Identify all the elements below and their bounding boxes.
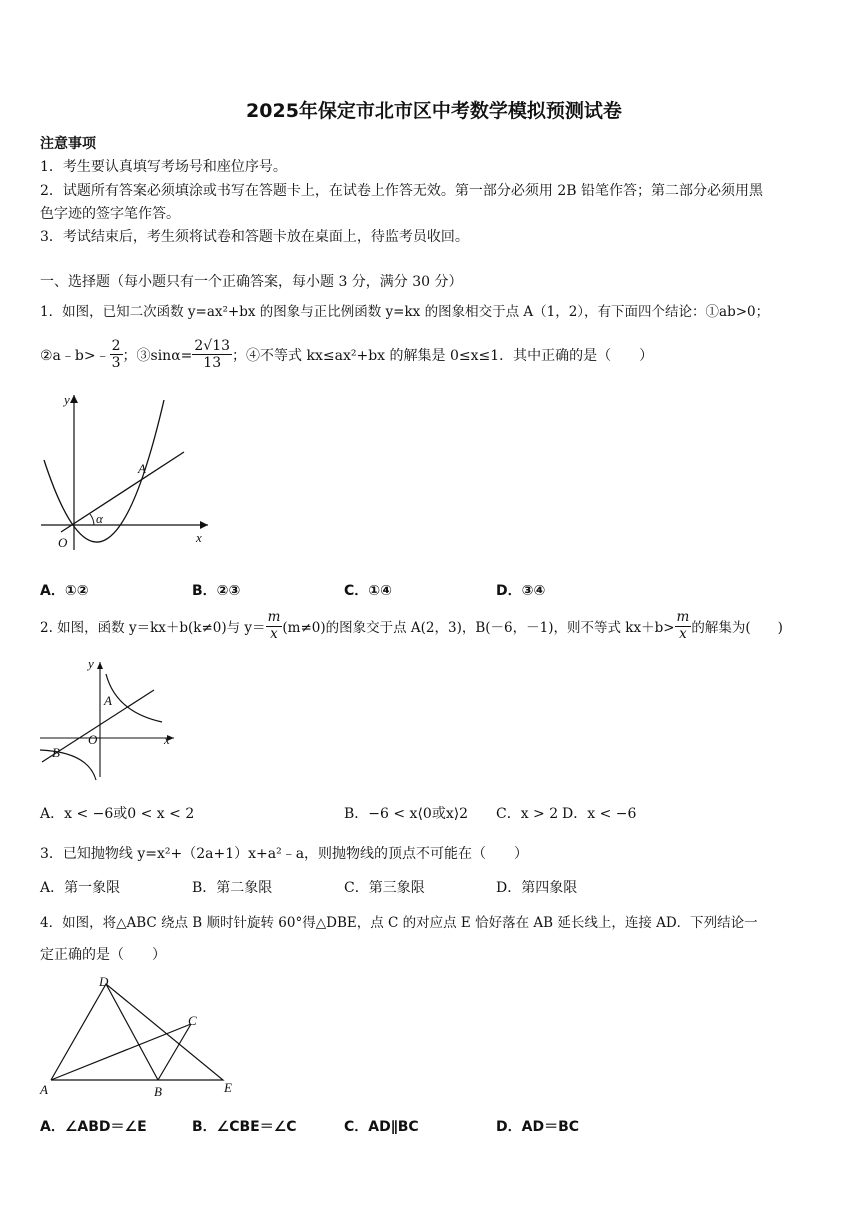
segment-ac (51, 1024, 191, 1080)
note-item: 1．考生要认真填写考场号和座位序号。 (40, 159, 287, 175)
fraction-num: 2 (111, 338, 121, 354)
parabola (44, 400, 164, 542)
q1-text: ；④不等式 kx≤ax²+bx 的解集是 0≤x≤1．其中正确的是（ ） (232, 347, 654, 364)
alpha-label: α (96, 511, 103, 526)
q2-option-a[interactable]: A．x < −6或0 < x < 2 (40, 806, 195, 822)
origin-label: O (58, 535, 68, 550)
fraction-den: 3 (111, 355, 121, 372)
fraction-num: 2√13 (194, 338, 231, 354)
point-c-label: C (188, 1013, 197, 1028)
q2-text: 的解集为( ) (691, 620, 783, 637)
q4-option-d[interactable]: D．AD＝BC (496, 1119, 580, 1135)
q2-text: 2. 如图，函数 y＝kx＋b(k≠0)与 y＝ (40, 620, 266, 637)
q2-option-b[interactable]: B．−6 < x⟨0或x⟩2 (344, 806, 469, 822)
q2-stem (40, 610, 783, 642)
point-e-label: E (224, 1080, 232, 1095)
section-heading: 一、选择题（每小题只有一个正确答案，每小题 3 分，满分 30 分） (40, 274, 463, 290)
note-item: 3．考试结束后，考生须将试卷和答题卡放在桌面上，待监考员收回。 (40, 229, 469, 245)
q4-option-c[interactable]: C．AD∥BC (344, 1119, 419, 1135)
fraction (266, 610, 283, 642)
q1-option-d[interactable]: D．③④ (496, 583, 546, 599)
segment-bc (158, 1024, 191, 1080)
fraction-den: x (270, 625, 278, 642)
y-label: y (88, 656, 94, 671)
q1-option-a[interactable]: A．①② (40, 583, 89, 599)
q3-option-a[interactable]: A．第一象限 (40, 880, 121, 896)
y-axis-arrow (97, 662, 103, 669)
q4-figure (36, 972, 246, 1100)
x-label: x (164, 732, 170, 747)
q2-option-c[interactable]: C．x > 2 (496, 806, 559, 822)
triangle-dae (51, 984, 223, 1080)
notes-heading: 注意事项 (40, 136, 96, 152)
q3-option-b[interactable]: B．第二象限 (192, 880, 273, 896)
origin-label: O (88, 732, 98, 747)
point-b-label: B (52, 745, 60, 760)
segment-db (106, 984, 158, 1080)
q1-option-b[interactable]: B．②③ (192, 583, 241, 599)
y-axis-arrow (70, 395, 78, 403)
q2-option-d[interactable]: D．x < −6 (562, 806, 637, 822)
q3-stem: 3．已知抛物线 y=x²+（2a+1）x+a²﹣a，则抛物线的顶点不可能在（ ） (40, 846, 529, 862)
fraction (192, 338, 232, 371)
q4-stem: 4．如图，将△ABC 绕点 B 顺时针旋转 60°得△DBE，点 C 的对应点 E 恰好落在 AB 延长线上，连接 AD．下列结论一 (40, 915, 758, 931)
q1-stem: 1．如图，已知二次函数 y=ax²+bx 的图象与正比例函数 y=kx 的图象相交于点 A（1，2），有下面四个结论：①ab>0； (40, 304, 770, 320)
x-axis-arrow (200, 521, 208, 529)
fraction-den: x (679, 625, 687, 642)
hyperbola-branch (40, 750, 96, 780)
point-a-label: A (138, 461, 146, 476)
q2-figure (36, 652, 186, 787)
note-item: 色字迹的签字笔作答。 (40, 206, 180, 222)
q4-option-a[interactable]: A．∠ABD＝∠E (40, 1119, 147, 1135)
fraction-den: 13 (203, 355, 222, 372)
fraction (675, 610, 692, 642)
q2-text: (m≠0)的图象交于点 A(2，3)，B(－6，－1)，则不等式 kx＋b> (282, 620, 675, 637)
fraction-num: m (267, 609, 281, 625)
q1-option-c[interactable]: C．①④ (344, 583, 392, 599)
point-d-label: D (99, 974, 109, 989)
fraction-num: m (676, 609, 690, 625)
q1-figure (36, 390, 216, 560)
q1-text: ②a﹣b>﹣ (40, 347, 110, 364)
note-item: 2．试题所有答案必须填涂或书写在答题卡上，在试卷上作答无效。第一部分必须用 2B 铅笔作答；第二部分必须用黑 (40, 183, 763, 199)
alpha-arc (90, 514, 94, 525)
q3-option-d[interactable]: D．第四象限 (496, 880, 578, 896)
q4-stem-line2: 定正确的是（ ） (40, 947, 166, 963)
y-label: y (64, 392, 70, 407)
q4-option-b[interactable]: B．∠CBE＝∠C (192, 1119, 297, 1135)
q3-option-c[interactable]: C．第三象限 (344, 880, 425, 896)
page-title: 2025年保定市北市区中考数学模拟预测试卷 (246, 100, 622, 122)
q1-stem-line2 (40, 338, 653, 371)
x-label: x (196, 530, 202, 545)
line-kx (61, 452, 184, 532)
q1-text: ；③sinα= (122, 347, 193, 364)
fraction (110, 338, 123, 371)
point-b-label: B (154, 1084, 162, 1099)
point-a-label: A (40, 1082, 48, 1097)
point-a-label: A (104, 693, 112, 708)
